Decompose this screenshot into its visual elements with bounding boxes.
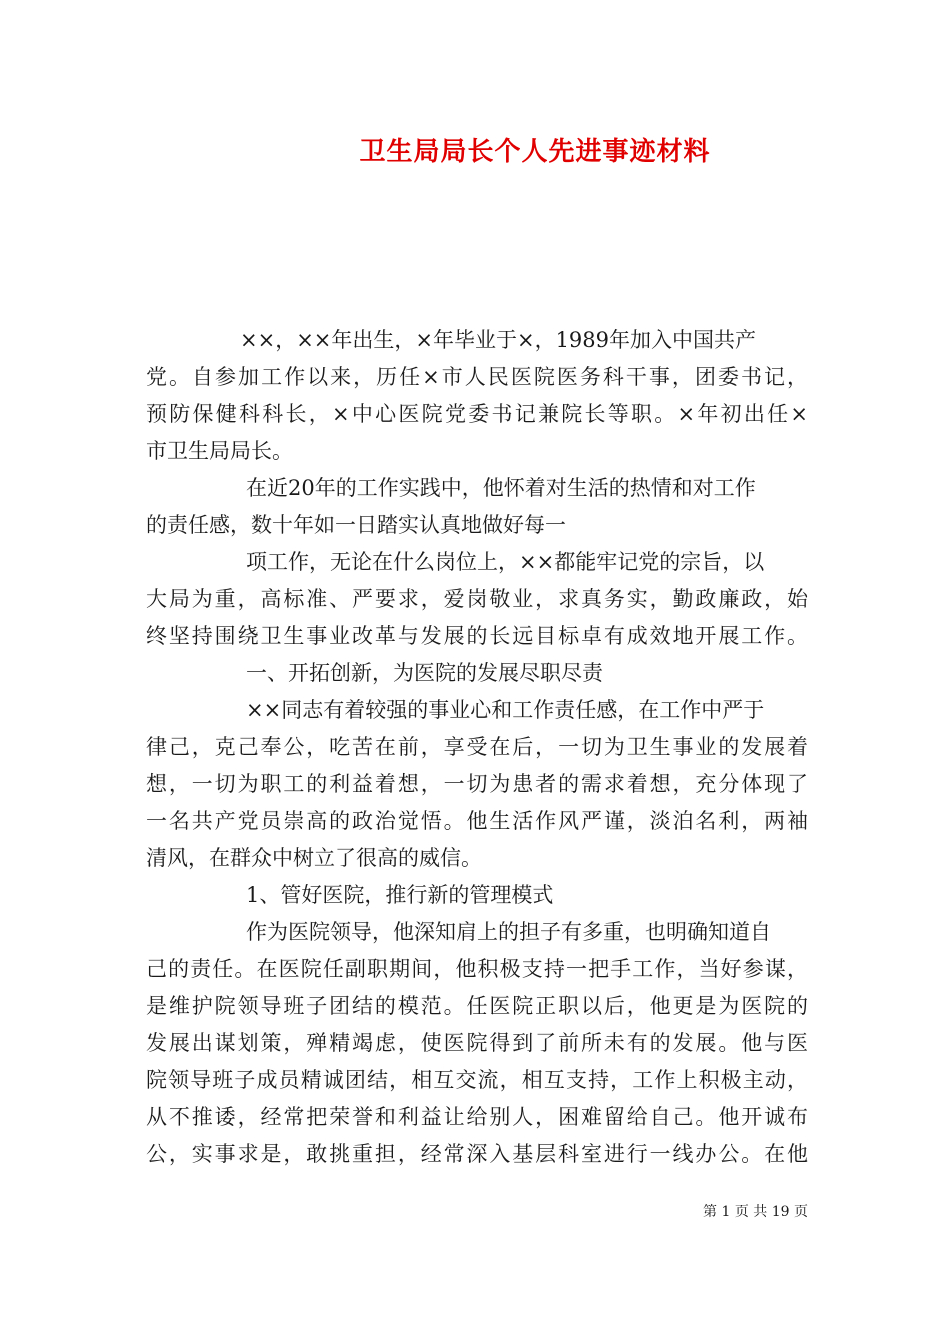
body-line: 终坚持围绕卫生事业改革与发展的长远目标卓有成效地开展工作。: [146, 624, 808, 648]
page-number: 第 1 页 共 19 页: [703, 1204, 808, 1220]
body-line: 作为医院领导，他深知肩上的担子有多重，也明确知道自: [246, 920, 771, 944]
body-line: 的责任感，数十年如一日踏实认真地做好每一: [146, 513, 566, 537]
document-body: [146, 322, 808, 1173]
body-line: 预防保健科科长，×中心医院党委书记兼院长等职。×年初出任×: [146, 402, 808, 426]
body-line: 己的责任。在医院任副职期间，他积极支持一把手工作，当好参谋，: [146, 957, 808, 981]
body-line: ××同志有着较强的事业心和工作责任感，在工作中严于: [246, 698, 765, 722]
body-line: 想，一切为职工的利益着想，一切为患者的需求着想，充分体现了: [146, 772, 808, 796]
section-heading: 一、开拓创新，为医院的发展尽职尽责: [246, 661, 603, 685]
body-line: 在近20年的工作实践中，他怀着对生活的热情和对工作: [246, 476, 756, 500]
body-line: ××，××年出生，×年毕业于×，1989年加入中国共产: [240, 328, 757, 352]
body-line: 律己，克己奉公，吃苦在前，享受在后，一切为卫生事业的发展着: [146, 735, 808, 759]
body-line: 项工作，无论在什么岗位上，××都能牢记党的宗旨，以: [246, 550, 765, 574]
subsection-heading: 1、管好医院，推行新的管理模式: [246, 883, 554, 907]
body-line: 公，实事求是，敢挑重担，经常深入基层科室进行一线办公。在他: [146, 1142, 808, 1166]
body-line: 市卫生局局长。: [146, 439, 293, 463]
body-line: 清风，在群众中树立了很高的威信。: [146, 846, 482, 870]
body-line: 一名共产党员崇高的政治觉悟。他生活作风严谨，淡泊名利，两袖: [146, 809, 808, 833]
body-line: 大局为重，高标准、严要求，爱岗敬业，求真务实，勤政廉政，始: [146, 587, 808, 611]
body-line: 发展出谋划策，殚精竭虑，使医院得到了前所未有的发展。他与医: [146, 1031, 808, 1055]
body-line: 从不推诿，经常把荣誉和利益让给别人，困难留给自己。他开诚布: [146, 1105, 808, 1129]
body-line: 是维护院领导班子团结的模范。任医院正职以后，他更是为医院的: [146, 994, 808, 1018]
body-line: 党。自参加工作以来，历任×市人民医院医务科干事，团委书记，: [146, 365, 808, 389]
document-title: 卫生局局长个人先进事迹材料: [359, 137, 711, 167]
body-line: 院领导班子成员精诚团结，相互交流，相互支持，工作上积极主动，: [146, 1068, 808, 1092]
